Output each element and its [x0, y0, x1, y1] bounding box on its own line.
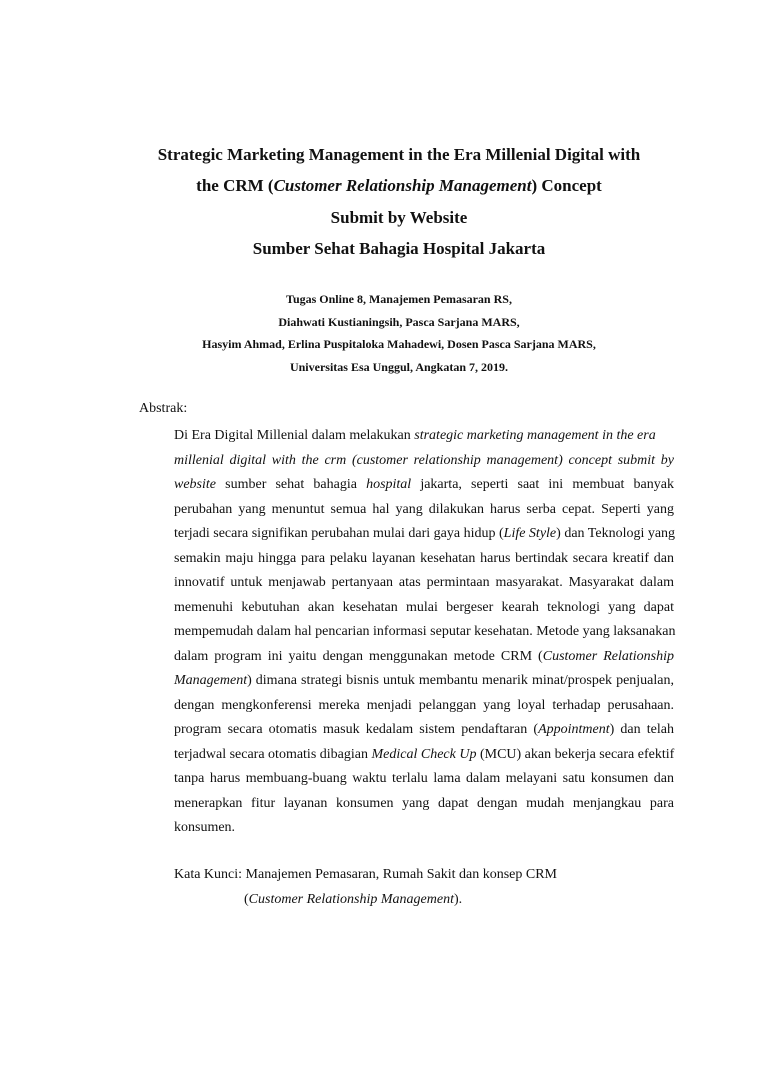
title-line-2: the CRM (Customer Relationship Management) Concept — [196, 176, 602, 196]
abstract-line: menerapkan fitur layanan konsumen yang dapat dengan mudah menjangkau para — [174, 795, 674, 811]
abstract-line: konsumen. — [174, 820, 236, 835]
keywords-line: Kata Kunci: Manajemen Pemasaran, Rumah Sakit dan konsep CRM — [174, 867, 557, 882]
author-line: Hasyim Ahmad, Erlina Puspitaloka Mahadewi, Dosen Pasca Sarjana MARS, — [202, 337, 596, 352]
abstract-line: memenuhi kebutuhan akan kesehatan mulai bergeser kearah teknologi yang dapat — [174, 599, 674, 615]
author-line: Tugas Online 8, Manajemen Pemasaran RS, — [286, 292, 512, 306]
author-line: Diahwati Kustianingsih, Pasca Sarjana MARS, — [278, 314, 520, 329]
abstract-line: perubahan yang menuntut semua hal yang dilakukan harus serba cepat. Seperti yang — [174, 501, 674, 517]
abstract-line: dengan mengkonferensi mereka menjadi pelanggan yang loyal terhadap perusahaan. — [174, 697, 674, 713]
abstract-label: Abstrak: — [139, 401, 188, 416]
abstract-line: millenial digital with the crm (customer relationship management) concept submit by — [174, 452, 674, 468]
title-line-1: Strategic Marketing Management in the Era Millenial Digital with — [157, 145, 641, 164]
abstract-line: Di Era Digital Millenial dalam melakukan strategic marketing management in the era — [174, 428, 656, 443]
title-line-3: Submit by Website — [330, 207, 468, 227]
abstract-line: tanpa harus membuang-buang waktu terlalu lama dalam melayani satu konsumen dan — [174, 771, 674, 786]
title-line-4: Sumber Sehat Bahagia Hospital Jakarta — [252, 238, 546, 258]
author-line: Universitas Esa Unggul, Angkatan 7, 2019. — [289, 360, 509, 375]
abstract-line: terjadwal secara otomatis dibagian Medical Check Up (MCU) akan bekerja secara efektif — [174, 746, 675, 762]
abstract-line: website sumber sehat bahagia hospital jakarta, seperti saat ini membuat banyak — [174, 477, 674, 492]
keywords-line: (Customer Relationship Management). — [244, 891, 463, 907]
abstract-line: terjadi secara signifikan perubahan mulai dari gaya hidup (Life Style) dan Teknologi yang — [174, 526, 676, 541]
abstract-line: dalam program ini yaitu dengan menggunakan metode CRM (Customer Relationship — [174, 648, 675, 664]
author-block — [110, 288, 688, 379]
title-italic-crm: Customer Relationship Management — [273, 176, 532, 196]
paper-title — [110, 139, 688, 264]
abstract-body — [174, 424, 674, 841]
abstract-line: Management) dimana strategi bisnis untuk membantu menarik minat/prospek penjualan, — [174, 673, 674, 688]
abstract-line: mempemudah dalam hal pencarian informasi seputar kesehatan. Metode yang laksanakan — [174, 624, 676, 639]
abstract-line: program secara otomatis masuk kedalam sistem pendaftaran (Appointment) dan telah — [174, 722, 674, 737]
abstract-line: semakin maju hingga para pelaku layanan kesehatan harus bertindak secara kreatif dan — [174, 550, 674, 566]
keywords-block — [174, 863, 557, 912]
abstract-line: innovatif untuk menjawab pertanyaan atas permintaan masyarakat. Masyarakat dalam — [174, 575, 674, 590]
